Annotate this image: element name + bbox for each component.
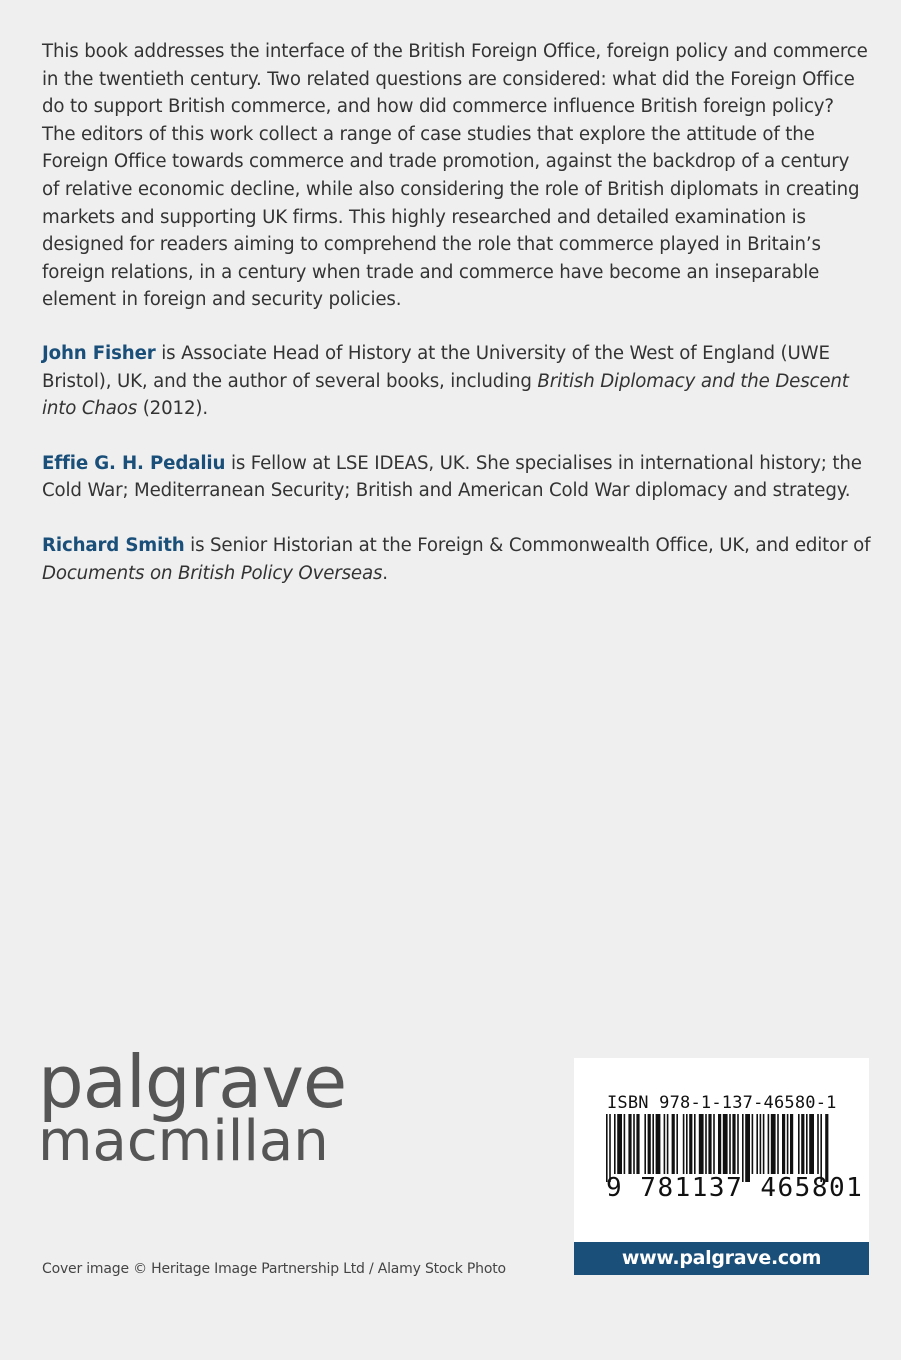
author-name: Richard Smith: [42, 534, 185, 556]
barcode-bar: [628, 1114, 631, 1174]
series-title: Documents on British Policy Overseas: [42, 562, 383, 584]
barcode-bar: [606, 1114, 608, 1182]
author-bio-text: is Fellow at LSE IDEAS, UK. She specialises in international history; the Cold War; Mediterranean Security; British and American Cold War diplomacy and strategy.: [42, 452, 862, 502]
barcode-bar: [648, 1114, 651, 1174]
barcode-bar: [689, 1114, 692, 1174]
author-bio-text: (2012).: [137, 398, 208, 420]
author-bio-text: is Associate Head of History at the University of the West of England (UWE Bristol), UK, and the author of several books, including: [42, 342, 830, 392]
barcode-bar: [676, 1114, 678, 1174]
barcode-bar: [787, 1114, 789, 1174]
barcode-digits: 9 781137 465801: [606, 1173, 864, 1203]
barcode-bar: [742, 1114, 744, 1182]
cover-image-credit: Cover image © Heritage Image Partnership Ltd / Alamy Stock Photo: [42, 1261, 506, 1277]
barcode-bar: [708, 1114, 711, 1174]
barcode-bar: [664, 1114, 666, 1174]
book-title: British Diplomacy and the Descent into Chaos: [42, 370, 849, 420]
barcode-bar: [801, 1114, 804, 1174]
back-cover-text: [42, 38, 872, 614]
barcode-bar: [817, 1114, 819, 1174]
barcode-bar: [806, 1114, 808, 1174]
barcode-bar: [644, 1114, 646, 1174]
barcode-bar: [705, 1114, 707, 1174]
author-bio-2: [42, 450, 872, 505]
barcode-bar: [656, 1114, 661, 1174]
barcode-bar: [790, 1114, 793, 1174]
author-bio-1: [42, 340, 872, 423]
logo-line-1: palgrave: [38, 1040, 347, 1124]
author-name: Effie G. H. Pedaliu: [42, 452, 226, 474]
barcode-bar: [756, 1114, 758, 1174]
barcode-bar: [667, 1114, 669, 1174]
barcode-bar: [777, 1114, 779, 1174]
barcode-bar: [614, 1114, 616, 1174]
barcode-bar: [798, 1114, 800, 1174]
barcode-bar: [737, 1114, 739, 1174]
barcode-bar: [820, 1114, 822, 1182]
barcode-bar: [694, 1114, 696, 1174]
barcode-bar: [745, 1114, 750, 1182]
barcode-bar: [617, 1114, 622, 1174]
barcode-panel: [574, 1058, 869, 1242]
barcode-bar: [686, 1114, 688, 1174]
isbn-label: ISBN 978-1-137-46580-1: [607, 1093, 837, 1113]
barcode-bar: [760, 1114, 762, 1174]
book-description: This book addresses the interface of the British Foreign Office, foreign policy and commerce in the twentieth century. Two related questions are considered: what did the Foreign Office do to support British commerce, and how did commerce influence British foreign policy? The editors of this work collect a range of case studies that explore the attitude of the Foreign Office towards commerce and trade promotion, against the backdrop of a century of relative economic decline, while also considering the role of British diplomats in creating markets and supporting UK firms. This highly researched and detailed examination is designed for readers aiming to comprehend the role that commerce played in Britain’s foreign relations, in a century when trade and commerce have become an inseparable element in foreign and security policies.: [42, 41, 868, 311]
barcode-bar: [771, 1114, 776, 1174]
author-bio-text: is Senior Historian at the Foreign & Commonwealth Office, UK, and editor of: [184, 534, 871, 556]
barcode-bar: [713, 1114, 715, 1174]
barcode-bar: [624, 1114, 626, 1174]
barcode-bar: [718, 1114, 721, 1174]
barcode-bar: [825, 1114, 828, 1182]
author-bio-text: .: [382, 562, 388, 584]
barcode-bar: [763, 1114, 765, 1174]
author-bio-3: [42, 532, 872, 587]
publisher-website-link[interactable]: www.palgrave.com: [574, 1242, 869, 1275]
barcode-bar: [729, 1114, 731, 1174]
barcode-bar: [699, 1114, 704, 1174]
barcode-bar: [782, 1114, 785, 1174]
barcode-bar: [768, 1114, 770, 1174]
barcode-bar: [752, 1114, 754, 1174]
barcode-bar: [672, 1114, 675, 1174]
barcode-bar: [683, 1114, 685, 1174]
barcode-bar: [609, 1114, 611, 1182]
barcode-bar: [732, 1114, 735, 1174]
barcode-bars: [604, 1114, 829, 1182]
author-name: John Fisher: [42, 342, 156, 364]
publisher-logo: [38, 1040, 347, 1174]
barcode-bar: [636, 1114, 639, 1174]
logo-line-2: macmillan: [38, 1109, 329, 1174]
barcode-bar: [652, 1114, 654, 1174]
barcode-bar: [633, 1114, 635, 1174]
barcode-bar: [723, 1114, 728, 1174]
barcode-bar: [809, 1114, 814, 1174]
